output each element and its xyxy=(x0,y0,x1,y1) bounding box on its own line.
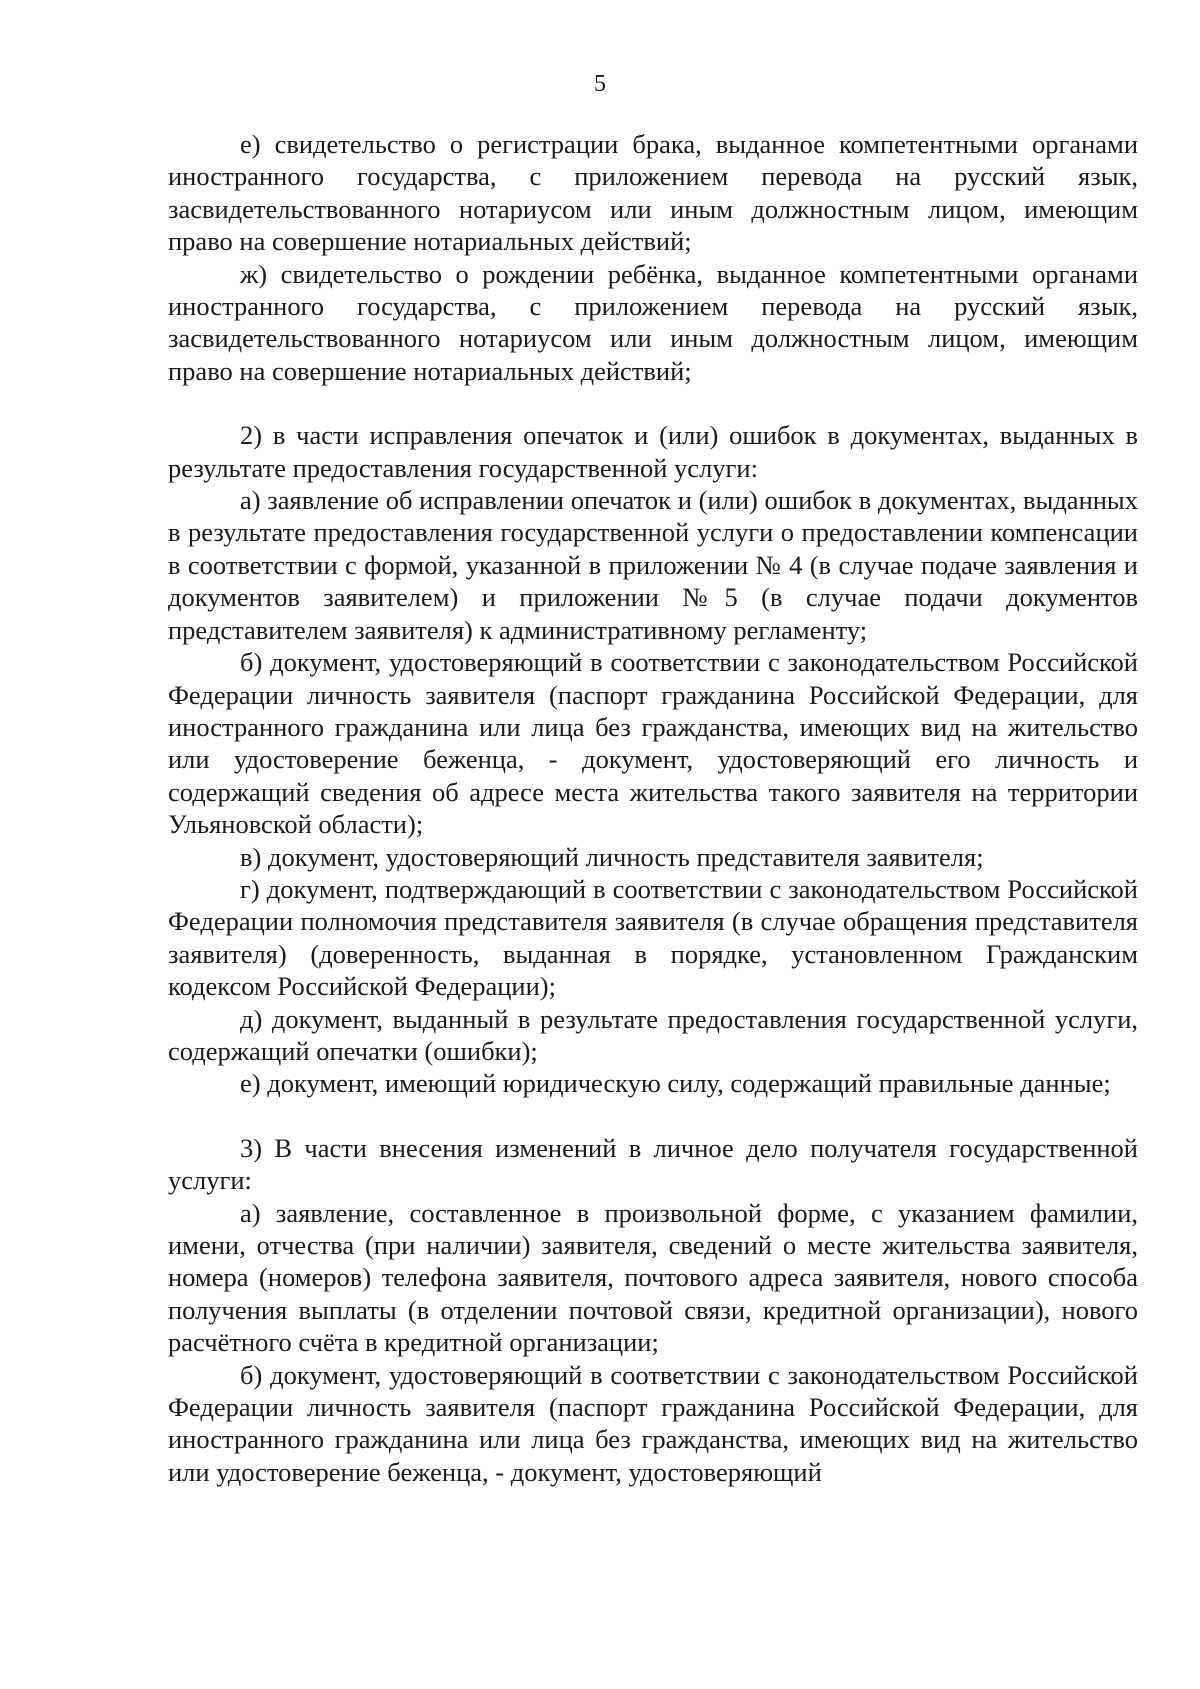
paragraph-e-marriage-certificate: е) свидетельство о регистрации брака, выданное компетентными органами иностранного государства, с приложением перевода на русский язык, засвидетельствованного нотариусом или иным должностным лицом, имеющим право на совершение нотариальных действий; xyxy=(168,129,1138,257)
paragraph-b-identity-document-continued: б) документ, удостоверяющий в соответствии с законодательством Российской Федерации личность заявителя (паспорт гражданина Российской Федерации, для иностранного гражданина или лица без гражданства, имеющих вид на жительство или удостоверение беженца, - документ, удостоверяющий xyxy=(168,1359,1138,1487)
paragraph-a-free-form-application: а) заявление, составленное в произвольной форме, с указанием фамилии, имени, отчества (при наличии) заявителя, сведений о месте жительства заявителя, номера (номеров) телефона заявителя, почтового адреса заявителя, нового способа получения выплаты (в отделении почтовой связи, кредитной организации), нового расчётного счёта в кредитной организации; xyxy=(168,1197,1138,1358)
paragraph-d-document-with-errors: д) документ, выданный в результате предоставления государственной услуги, содержащий опечатки (ошибки); xyxy=(168,1003,1138,1066)
section-3-heading: 3) В части внесения изменений в личное дело получателя государственной услуги: xyxy=(168,1132,1138,1196)
paragraph-zh-birth-certificate: ж) свидетельство о рождении ребёнка, выданное компетентными органами иностранного государства, с приложением перевода на русский язык, засвидетельствованного нотариусом или иным должностным лицом, имеющим право на совершение нотариальных действий; xyxy=(168,258,1138,386)
page-number: 5 xyxy=(594,71,606,97)
paragraph-a-correction-application: а) заявление об исправлении опечаток и (или) ошибок в документах, выданных в результате предоставления государственной услуги о предоставлении компенсации в соответствии с формой, указанной в приложении № 4 (в случае подаче заявления и документов заявителем) и приложении №5 (в случае подачи документов представителем заявителя) к административному регламенту; xyxy=(168,485,1138,645)
document-body xyxy=(168,128,1138,1488)
paragraph-g-representative-authority: г) документ, подтверждающий в соответствии с законодательством Российской Федерации полномочия представителя заявителя (в случае обращения представителя заявителя) (доверенность, выданная в порядке, установленном Гражданским кодексом Российской Федерации); xyxy=(168,873,1138,1002)
section-2-heading: 2) в части исправления опечаток и (или) ошибок в документах, выданных в результате предоставления государственной услуги: xyxy=(168,420,1138,483)
paragraph-v-representative-identity: в) документ, удостоверяющий личность представителя заявителя; xyxy=(240,841,984,872)
paragraph-e-correct-data-document: е) документ, имеющий юридическую силу, содержащий правильные данные; xyxy=(240,1068,1111,1099)
paragraph-b-identity-document: б) документ, удостоверяющий в соответствии с законодательством Российской Федерации личность заявителя (паспорт гражданина Российской Федерации, для иностранного гражданина или лица без гражданства, имеющих вид на жительство или удостоверение беженца, - документ, удостоверяющий его личность и содержащий сведения об адресе места жительства такого заявителя на территории Ульяновской области); xyxy=(168,647,1138,840)
